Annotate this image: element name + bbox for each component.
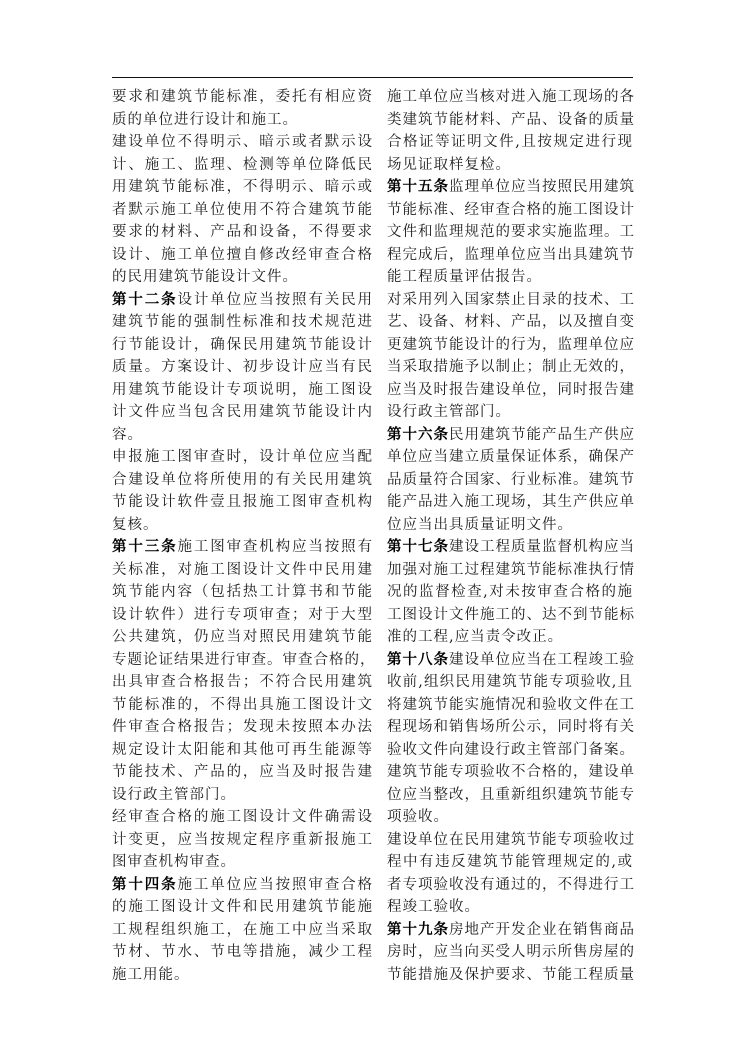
line-text: 设计单位应当按照有关民用 [177,291,374,308]
article-heading: 第十九条 [387,920,449,938]
article-heading: 第十二条 [112,290,178,308]
text-line [112,469,373,492]
text-line [387,671,633,694]
text-line [387,334,633,357]
text-line [387,379,633,402]
text-line [387,761,633,784]
text-line [387,176,633,199]
line-text: 建设单位不得明示、暗示或者默示设 [112,134,373,150]
text-line [387,941,633,964]
line-text: 规定设计太阳能和其他可再生能源等 [112,741,373,758]
line-text: 品质量符合国家、行业标准。建筑节 [387,471,635,488]
article-heading: 第十六条 [387,425,449,443]
line-text: 图审查机构审查。 [112,854,236,870]
line-text: 设行政主管部门。 [387,404,511,420]
text-line [387,649,633,672]
text-line [112,221,373,244]
text-line [112,806,373,829]
text-line [112,176,373,199]
text-line [387,784,633,807]
line-text: 合建设单位将所使用的有关民用建筑 [112,471,373,488]
line-text: 容。 [112,426,143,443]
text-line [387,514,633,537]
article-heading: 第十五条 [387,178,449,195]
line-text: 的施工图设计文件和民用建筑节能施 [112,899,373,915]
line-text: 质的单位进行设计和施工。 [112,111,298,128]
line-text: 建设工程质量监督机构应当 [449,539,635,555]
text-line [387,919,633,942]
line-text: 出具审查合格报告；不符合民用建筑 [112,674,373,690]
text-line [112,244,373,267]
text-line [112,626,373,649]
article-paragraph [387,536,633,649]
line-text: 复核。 [112,516,159,533]
text-line [112,514,373,537]
article-paragraph [112,874,373,987]
line-text: 件审查合格报告；发现未按照本办法 [112,719,373,735]
line-text: 收前,组织民用建筑节能专项验收,且 [387,674,633,690]
text-line [112,289,373,312]
line-text: 能工程质量评估报告。 [387,269,542,285]
line-text: 关标准，对施工图设计文件中民用建 [112,561,373,578]
paragraph [387,86,633,176]
right-column [387,86,633,986]
text-line [387,401,633,424]
article-heading: 第十八条 [387,650,449,668]
text-line [112,109,373,132]
line-text: 行节能设计，确保民用建筑节能设计 [112,336,373,353]
text-line [112,266,373,289]
line-text: 将建筑节能实施情况和验收文件在工 [387,696,635,713]
line-text: 建筑节能专项验收不合格的，建设单 [387,764,635,780]
text-line [387,581,633,604]
text-line [112,649,376,672]
text-line [387,964,633,987]
text-line [112,401,373,424]
line-text: 能产品进入施工现场，其生产供应单 [387,494,635,510]
text-line [112,446,373,469]
article-paragraph [387,649,633,829]
text-line [112,874,373,897]
text-line [112,784,373,807]
text-line [112,964,373,987]
line-text: 文件和监理规范的要求实施监理。工 [387,224,635,240]
line-text: 程完成后，监理单位应当出具建筑节 [387,246,635,263]
text-line [387,739,633,762]
line-text: 位应当整改，且重新组织建筑节能专 [387,786,635,803]
paragraph [112,806,373,874]
text-line [112,356,373,379]
paragraph [112,446,373,536]
text-line [112,851,373,874]
article-paragraph [387,176,633,289]
article-heading: 第十七条 [387,538,449,555]
text-line [387,221,633,244]
paragraph [112,86,373,131]
line-text: 项验收。 [387,809,449,825]
text-line [387,109,633,132]
line-text: 计变更，应当按规定程序重新报施工 [112,831,373,848]
text-line [112,424,373,447]
article-paragraph [112,289,373,447]
text-line [112,199,373,222]
article-paragraph [112,536,376,806]
line-text: 筑节能内容（包括热工计算书和节能 [112,584,373,600]
text-line [112,896,373,919]
text-line [112,379,373,402]
line-text: 程竣工验收。 [387,899,480,915]
line-text: 计文件应当包含民用建筑节能设计内 [112,404,373,420]
text-line [387,424,633,447]
text-line [112,829,373,852]
line-text: 类建筑节能材料、产品、设备的质量 [387,111,635,128]
text-line [387,131,633,154]
text-line [387,356,633,379]
text-line [387,244,633,267]
line-text: 节材、节水、节电等措施，减少工程 [112,944,373,960]
text-line [387,266,633,289]
text-line [387,311,633,334]
line-text: 建设单位在民用建筑节能专项验收过 [387,831,635,848]
line-text: 加强对施工过程建筑节能标准执行情 [387,561,635,578]
line-text: 设计、施工单位擅自修改经审查合格 [112,246,373,263]
article-heading: 第十四条 [112,875,178,893]
text-line [387,806,633,829]
article-paragraph [387,919,633,987]
line-text: 建设单位应当在工程竣工验 [449,651,635,668]
line-text: 场见证取样复检。 [387,156,511,173]
header-rule [112,77,633,78]
text-line [112,739,373,762]
text-line [112,154,373,177]
text-line [387,626,633,649]
line-text: 房时，应当向买受人明示所售房屋的 [387,944,635,960]
text-line [112,694,373,717]
text-line [387,604,633,627]
line-text: 设行政主管部门。 [112,786,236,803]
line-text: 设计软件）进行专项审查；对于大型 [112,606,373,623]
article-heading: 第十三条 [112,538,178,555]
line-text: 要求的材料、产品和设备，不得要求 [112,224,373,240]
line-text: 施工图审查机构应当按照有 [177,539,374,555]
text-line [387,851,633,874]
line-text: 经审查合格的施工图设计文件确需设 [112,809,373,825]
line-text: 申报施工图审查时，设计单位应当配 [112,449,373,465]
text-line [112,761,373,784]
line-text: 公共建筑，仍应当对照民用建筑节能 [112,629,373,645]
line-text: 者默示施工单位使用不符合建筑节能 [112,201,373,218]
text-line [387,469,633,492]
text-line [387,86,633,109]
text-line [387,896,633,919]
paragraph [387,289,633,424]
line-text: 的民用建筑节能设计文件。 [112,269,298,285]
paragraph [387,829,633,919]
text-line [387,199,633,222]
text-line [387,446,633,469]
line-text: 节能设计软件壹且报施工图审查机构 [112,494,373,510]
line-text: 者专项验收没有通过的，不得进行工 [387,876,635,893]
line-text: 质量。方案设计、初步设计应当有民 [112,359,373,375]
article-paragraph [387,424,633,537]
text-line [387,536,633,559]
text-line [387,559,633,582]
line-text: 对采用列入国家禁止目录的技术、工 [387,291,635,308]
text-line [112,311,373,334]
text-line [387,829,633,852]
line-text: 应当及时报告建设单位，同时报告建 [387,381,635,398]
text-line [112,716,373,739]
line-text: 施工用能。 [112,966,190,983]
line-text: 施工单位应当核对进入施工现场的各 [387,89,635,105]
line-text: 节能标准的，不得出具施工图设计文 [112,696,373,713]
text-line [387,874,633,897]
line-text: 单位应当建立质量保证体系，确保产 [387,449,635,465]
line-text: 位应当出具质量证明文件。 [387,516,573,533]
text-line [387,694,633,717]
line-text: 施工单位应当按照审查合格 [177,876,374,893]
line-text: 工图设计文件施工的、达不到节能标 [387,606,635,623]
text-line [112,536,373,559]
text-line [112,941,373,964]
line-text: 合格证等证明文件,且按规定进行现 [387,134,633,150]
text-line [112,919,373,942]
line-text: 当采取措施予以制止；制止无效的， [387,359,635,375]
text-line [112,559,373,582]
line-text: 节能技术、产品的，应当及时报告建 [112,764,373,780]
line-text: 监理单位应当按照民用建筑 [449,179,635,195]
text-line [112,581,373,604]
line-text: 民用建筑节能产品生产供应 [449,426,635,443]
line-text: 程中有违反建筑节能管理规定的,或 [387,854,633,870]
line-text: 工规程组织施工，在施工中应当采取 [112,921,373,938]
line-text: 节能措施及保护要求、节能工程质量 [387,966,635,983]
text-line [387,716,633,739]
text-line [387,491,633,514]
line-text: 况的监督检查,对未按审查合格的施 [387,584,633,600]
paragraph [112,131,373,289]
line-text: 准的工程,应当责令改正。 [387,629,564,645]
text-line [112,671,373,694]
text-line [387,289,633,312]
line-text: 专题论证结果进行审查。审查合格的， [112,651,376,668]
text-line [112,131,373,154]
line-text: 建筑节能的强制性标准和技术规范进 [112,314,373,330]
text-line [112,491,373,514]
left-column [112,86,376,986]
text-line [112,604,373,627]
line-text: 程现场和销售场所公示，同时将有关 [387,719,635,735]
line-text: 计、施工、监理、检测等单位降低民 [112,156,373,173]
text-line [112,86,373,109]
line-text: 艺、设备、材料、产品，以及擅自变 [387,314,635,330]
line-text: 节能标准、经审查合格的施工图设计 [387,201,635,218]
line-text: 房地产开发企业在销售商品 [449,921,635,938]
line-text: 要求和建筑节能标准，委托有相应资 [112,89,373,105]
line-text: 用建筑节能设计专项说明，施工图设 [112,381,373,398]
text-line [112,334,373,357]
line-text: 验收文件向建设行政主管部门备案。 [387,741,635,758]
line-text: 用建筑节能标准，不得明示、暗示或 [112,179,373,195]
line-text: 更建筑节能设计的行为，监理单位应 [387,336,635,353]
text-line [387,154,633,177]
